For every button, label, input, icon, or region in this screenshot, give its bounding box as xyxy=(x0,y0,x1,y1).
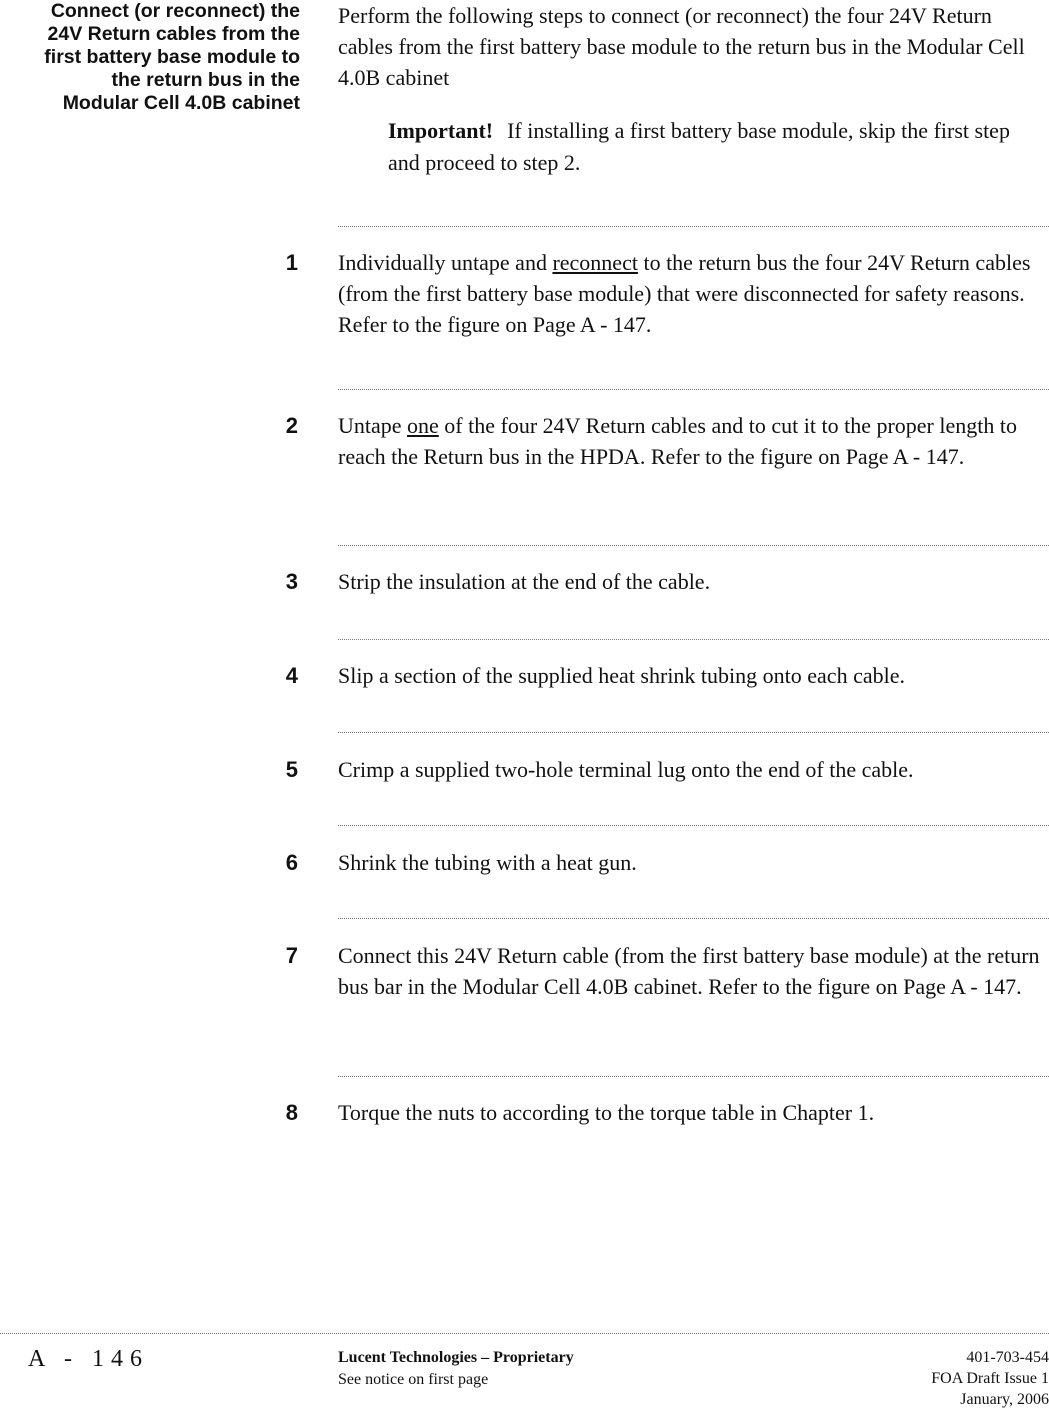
emphasis-reconnect: reconnect xyxy=(552,250,638,275)
section-heading-line: 24V Return cables from the xyxy=(47,23,300,45)
step-divider xyxy=(338,639,1049,640)
step-text: Crimp a supplied two-hole terminal lug onto the end of the cable. xyxy=(338,757,914,782)
step-divider xyxy=(338,825,1049,826)
issue-label: FOA Draft Issue 1 xyxy=(931,1370,1049,1387)
step-divider xyxy=(338,732,1049,733)
step-number: 3 xyxy=(285,569,298,594)
page-number: A - 146 xyxy=(28,1346,149,1372)
step-text: Connect this 24V Return cable (from the first battery base module) at the return bus bar in the Modular Cell 4.0B cabinet. Refer to the figure on Page A - 147. xyxy=(338,943,1040,999)
section-heading-line: Connect (or reconnect) the xyxy=(50,0,300,22)
important-label: Important! xyxy=(388,118,494,143)
step-text: Strip the insulation at the end of the cable. xyxy=(338,569,711,594)
step-text: Shrink the tubing with a heat gun. xyxy=(338,850,637,875)
step-text: Individually untape and reconnect to the return bus the four 24V Return cables (from the first battery base module) that were disconnected for safety reasons. Refer to the figure on Page A - 147. xyxy=(338,250,1031,337)
footer-divider xyxy=(0,1333,1049,1334)
section-heading-line: first battery base module to xyxy=(44,46,300,68)
document-info xyxy=(931,1347,1049,1410)
document-number: 401-703-454 xyxy=(966,1349,1049,1366)
step-text: Untape one of the four 24V Return cables and to cut it to the proper length to reach the Return bus in the HPDA. Refer to the figure on Page A - 147. xyxy=(338,413,1017,469)
step-text: Torque the nuts to according to the torque table in Chapter 1. xyxy=(338,1100,875,1125)
issue-date: January, 2006 xyxy=(960,1391,1049,1408)
important-text: If installing a first battery base module, skip the first step and proceed to step 2. xyxy=(388,118,1010,175)
step-divider xyxy=(338,226,1049,227)
emphasis-one: one xyxy=(407,413,439,438)
step-number: 2 xyxy=(285,413,298,438)
step-text: Slip a section of the supplied heat shrink tubing onto each cable. xyxy=(338,663,905,688)
step-number: 7 xyxy=(285,943,298,968)
step-divider xyxy=(338,918,1049,919)
important-note xyxy=(388,115,1038,179)
step-number: 8 xyxy=(285,1100,298,1125)
step-number: 5 xyxy=(285,757,298,782)
intro-paragraph: Perform the following steps to connect (or reconnect) the four 24V Return cables from the first battery base module to the return bus in the Modular Cell 4.0B cabinet xyxy=(338,3,1025,90)
footer-notice xyxy=(338,1347,574,1391)
section-heading-line: Modular Cell 4.0B cabinet xyxy=(62,92,300,114)
step-divider xyxy=(338,1076,1049,1077)
notice-text: See notice on first page xyxy=(338,1371,489,1388)
step-number: 6 xyxy=(285,850,298,875)
step-divider xyxy=(338,545,1049,546)
section-heading xyxy=(0,0,300,115)
proprietary-label: Lucent Technologies – Proprietary xyxy=(338,1349,574,1366)
step-number: 1 xyxy=(285,250,298,275)
step-number: 4 xyxy=(285,663,298,688)
step-divider xyxy=(338,389,1049,390)
section-heading-line: the return bus in the xyxy=(111,69,300,91)
